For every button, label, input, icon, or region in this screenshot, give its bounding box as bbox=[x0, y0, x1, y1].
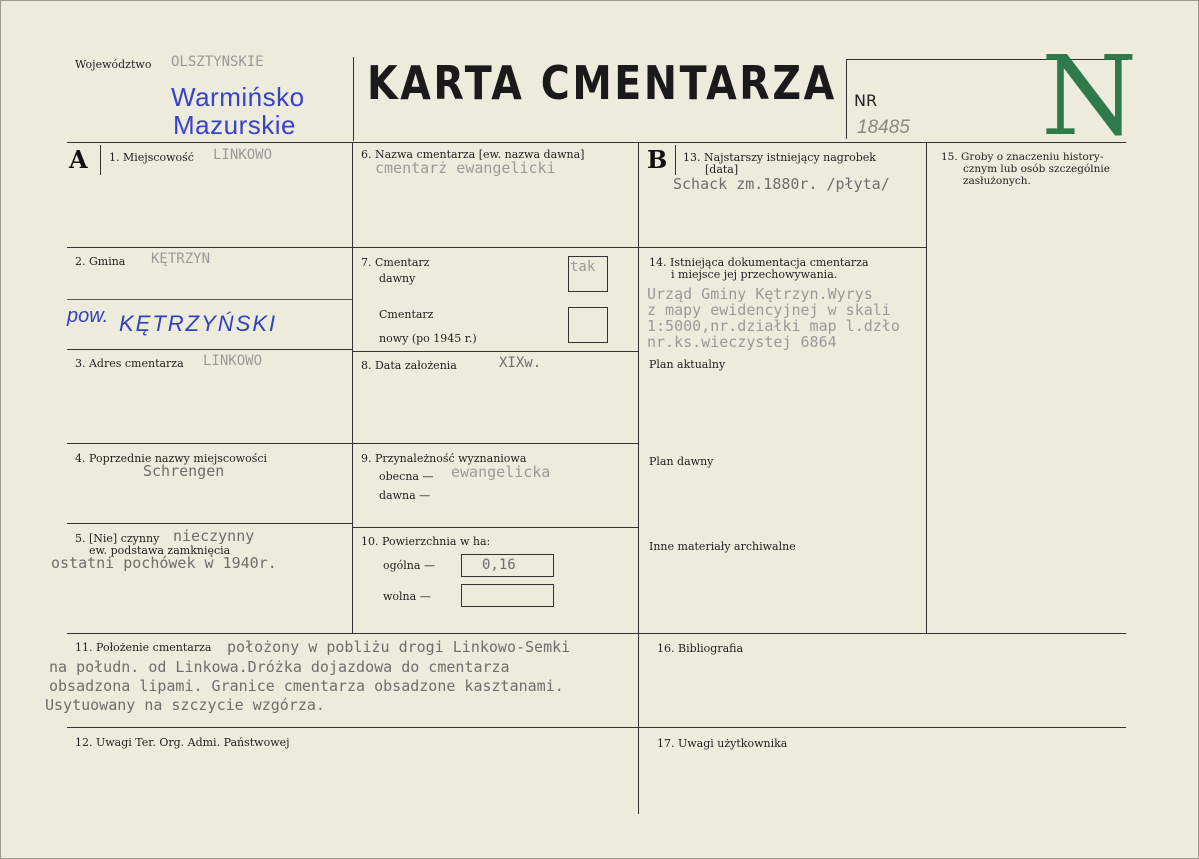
field-10-total-label: ogólna — bbox=[383, 559, 435, 572]
grid-line bbox=[353, 247, 639, 248]
field-7-label-nowy: nowy (po 1945 r.) bbox=[379, 332, 477, 345]
grid-line bbox=[67, 349, 353, 350]
voivodeship-stamp-line2: Mazurskie bbox=[173, 110, 296, 140]
section-b-letter: B bbox=[647, 145, 668, 174]
field-16-label: 16. Bibliografia bbox=[657, 642, 744, 655]
field-9-current-label: obecna — bbox=[379, 470, 434, 483]
field-5-value-line2: ostatni pochówek w 1940r. bbox=[51, 554, 277, 572]
nr-value: 18485 bbox=[857, 117, 910, 138]
field-5-label-line2: ew. podstawa zamknięcia bbox=[89, 544, 231, 557]
section-b-divider bbox=[675, 145, 676, 175]
field-9-label: 9. Przynależność wyznaniowa bbox=[361, 452, 527, 465]
field-15-label-line2: cznym lub osób szczególnie bbox=[963, 163, 1110, 175]
field-13-label-line2: [data] bbox=[705, 163, 739, 176]
field-13-value: Schack zm.1880r. /płyta/ bbox=[673, 175, 890, 193]
field-11-line1: położony w pobliżu drogi Linkowo-Semki bbox=[227, 638, 571, 656]
field-6-label: 6. Nazwa cmentarza [ew. nazwa dawna] bbox=[361, 148, 585, 161]
grid-vline bbox=[926, 142, 927, 633]
old-cemetery-checkbox[interactable] bbox=[568, 256, 608, 292]
area-total-value: 0,16 bbox=[482, 557, 516, 573]
field-10-free-label: wolna — bbox=[383, 590, 431, 603]
field-4-value: Schrengen bbox=[143, 462, 225, 480]
field-8-value: XIXw. bbox=[499, 355, 542, 371]
grid-vline bbox=[352, 142, 353, 633]
field-7-label-dawny: dawny bbox=[379, 272, 416, 285]
archive-materials-label: Inne materiały archiwalne bbox=[649, 540, 796, 553]
field-10-label: 10. Powierzchnia w ha: bbox=[361, 535, 491, 548]
nr-box-left bbox=[846, 59, 847, 139]
field-14-line1: Urząd Gminy Kętrzyn.Wyrys bbox=[647, 285, 873, 303]
field-2-hand-value: KĘTRZYŃSKI bbox=[119, 311, 278, 336]
field-2-hand-prefix: pow. bbox=[67, 305, 109, 327]
grid-line bbox=[353, 527, 639, 528]
grid-line bbox=[67, 443, 353, 444]
grid-line bbox=[353, 351, 639, 352]
area-free-field[interactable] bbox=[461, 584, 554, 607]
section-a-letter: A bbox=[69, 145, 88, 174]
field-2-label: 2. Gmina bbox=[75, 255, 126, 268]
field-2-value: KĘTRZYN bbox=[151, 251, 211, 267]
grid-line bbox=[67, 633, 1126, 634]
grid-line bbox=[67, 523, 353, 524]
plan-current-label: Plan aktualny bbox=[649, 358, 726, 371]
field-7-label-cmentarz: Cmentarz bbox=[379, 308, 434, 321]
area-total-field[interactable] bbox=[461, 554, 554, 577]
grid-line bbox=[67, 247, 353, 248]
field-1-label: 1. Miejscowość bbox=[109, 151, 194, 164]
grid-line bbox=[67, 727, 1126, 728]
voivodeship-label: Województwo bbox=[75, 58, 152, 71]
field-3-label: 3. Adres cmentarza bbox=[75, 357, 184, 370]
voivodeship-value: OLSZTYNSKIE bbox=[171, 54, 264, 70]
field-13-label: 13. Najstarszy istniejący nagrobek bbox=[683, 151, 876, 164]
voivodeship-stamp-line1: Warmińsko bbox=[171, 82, 305, 112]
field-15-label: 15. Groby o znaczeniu history- bbox=[941, 151, 1104, 163]
field-5-value: nieczynny bbox=[173, 527, 255, 545]
field-5-label: 5. [Nie] czynny bbox=[75, 532, 160, 545]
field-17-label: 17. Uwagi użytkownika bbox=[657, 737, 788, 750]
section-a-divider bbox=[100, 145, 101, 175]
nr-label: NR bbox=[854, 91, 878, 110]
field-8-label: 8. Data założenia bbox=[361, 359, 457, 372]
field-3-value: LINKOWO bbox=[203, 353, 263, 369]
field-7-label: 7. Cmentarz bbox=[361, 256, 430, 269]
field-6-value: cmentarż ewangelicki bbox=[375, 159, 556, 177]
field-14-line2: z mapy ewidencyjnej w skali bbox=[647, 301, 891, 319]
field-15-label-line3: zasłużonych. bbox=[963, 175, 1031, 187]
field-11-line2: na połudn. od Linkowa.Dróżka dojazdowa do cmentarza bbox=[49, 658, 510, 676]
header-divider bbox=[353, 57, 354, 141]
field-11-label: 11. Położenie cmentarza bbox=[75, 641, 212, 654]
field-11-line4: Usytuowany na szczycie wzgórza. bbox=[45, 696, 325, 714]
grid-line bbox=[639, 247, 927, 248]
new-cemetery-checkbox[interactable] bbox=[568, 307, 608, 343]
field-9-former-label: dawna — bbox=[379, 489, 431, 502]
field-14-line4: nr.ks.wieczystej 6864 bbox=[647, 333, 837, 351]
grid-line bbox=[67, 299, 353, 300]
card-title: KARTA CMENTARZA bbox=[367, 56, 837, 110]
grid-vline bbox=[638, 142, 639, 814]
field-12-label: 12. Uwagi Ter. Org. Admi. Państwowej bbox=[75, 736, 290, 749]
field-14-label-line2: i miejsce jej przechowywania. bbox=[671, 268, 838, 281]
field-9-current-value: ewangelicka bbox=[451, 463, 551, 481]
plan-former-label: Plan dawny bbox=[649, 455, 714, 468]
grid-top-line bbox=[67, 142, 1126, 143]
field-14-label: 14. Istniejąca dokumentacja cmentarza bbox=[649, 256, 869, 269]
field-11-line3: obsadzona lipami. Granice cmentarza obsadzone kasztanami. bbox=[49, 677, 564, 695]
grid-line bbox=[353, 443, 639, 444]
old-cemetery-checkbox-value: tak bbox=[570, 259, 596, 275]
field-4-label: 4. Poprzednie nazwy miejscowości bbox=[75, 452, 268, 465]
category-letter-n: N bbox=[1041, 32, 1138, 160]
field-14-line3: 1:5000,nr.działki map l.dzło bbox=[647, 317, 900, 335]
field-1-value: LINKOWO bbox=[213, 147, 273, 163]
